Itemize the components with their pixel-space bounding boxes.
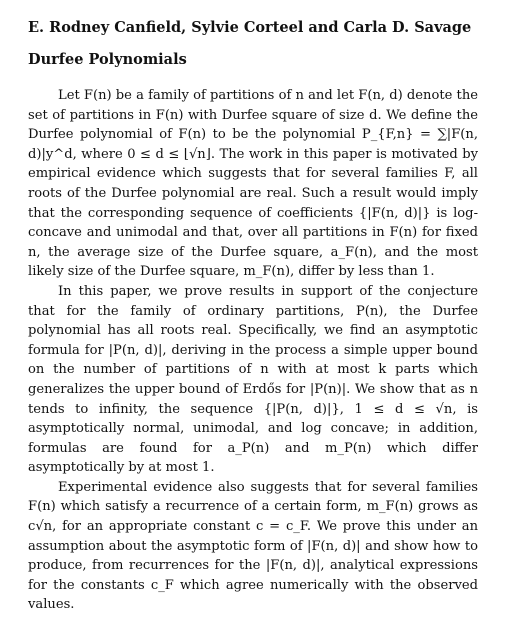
abstract bbox=[28, 86, 478, 615]
author-list: E. Rodney Canfield, Sylvie Corteel and Carla D. Savage bbox=[28, 19, 472, 36]
paper-title: Durfee Polynomials bbox=[28, 51, 187, 68]
abstract-paragraph-1: Let F(n) be a family of partitions of n and let F(n, d) denote the set of partitions in F(n) with Durfee square of size d. We define the Durfee polynomial of F(n) to be the polynomial P_{F,n} = ∑|F(n, d)|y^d, where 0 ≤ d ≤ ⌊√n⌋. The work in this paper is motivated by empirical evidence which suggests that for several families F, all roots of the Durfee polynomial are real. Such a result would imply that the corresponding sequence of coefficients {|F(n, d)|} is log-concave and unimodal and that, over all partitions in F(n) for fixed n, the average size of the Durfee square, a_F(n), and the most likely size of the Durfee square, m_F(n), differ by less than 1. bbox=[28, 88, 478, 280]
abstract-paragraph-2: In this paper, we prove results in support of the conjecture that for the family of ordinary partitions, P(n), the Durfee polynomial has all roots real. Specifically, we find an asymptotic formula for |P(n, d)|, deriving in the process a simple upper bound on the number of partitions of n with at most k parts which generalizes the upper bound of Erdős for |P(n)|. We show that as n tends to infinity, the sequence {|P(n, d)|}, 1 ≤ d ≤ √n, is asymptotically normal, unimodal, and log concave; in addition, formulas are found for a_P(n) and m_P(n) which differ asymptotically by at most 1. bbox=[28, 283, 478, 476]
abstract-paragraph-3: Experimental evidence also suggests that for several families F(n) which satisfy a recurrence of a certain form, m_F(n) grows as c√n, for an appropriate constant c = c_F. We prove this under an assumption about the asymptotic form of |F(n, d)| and show how to produce, from recurrences for the |F(n, d)|, analytical expressions for the constants c_F which agree numerically with the observed values. bbox=[28, 479, 478, 613]
paper-page bbox=[28, 18, 478, 615]
